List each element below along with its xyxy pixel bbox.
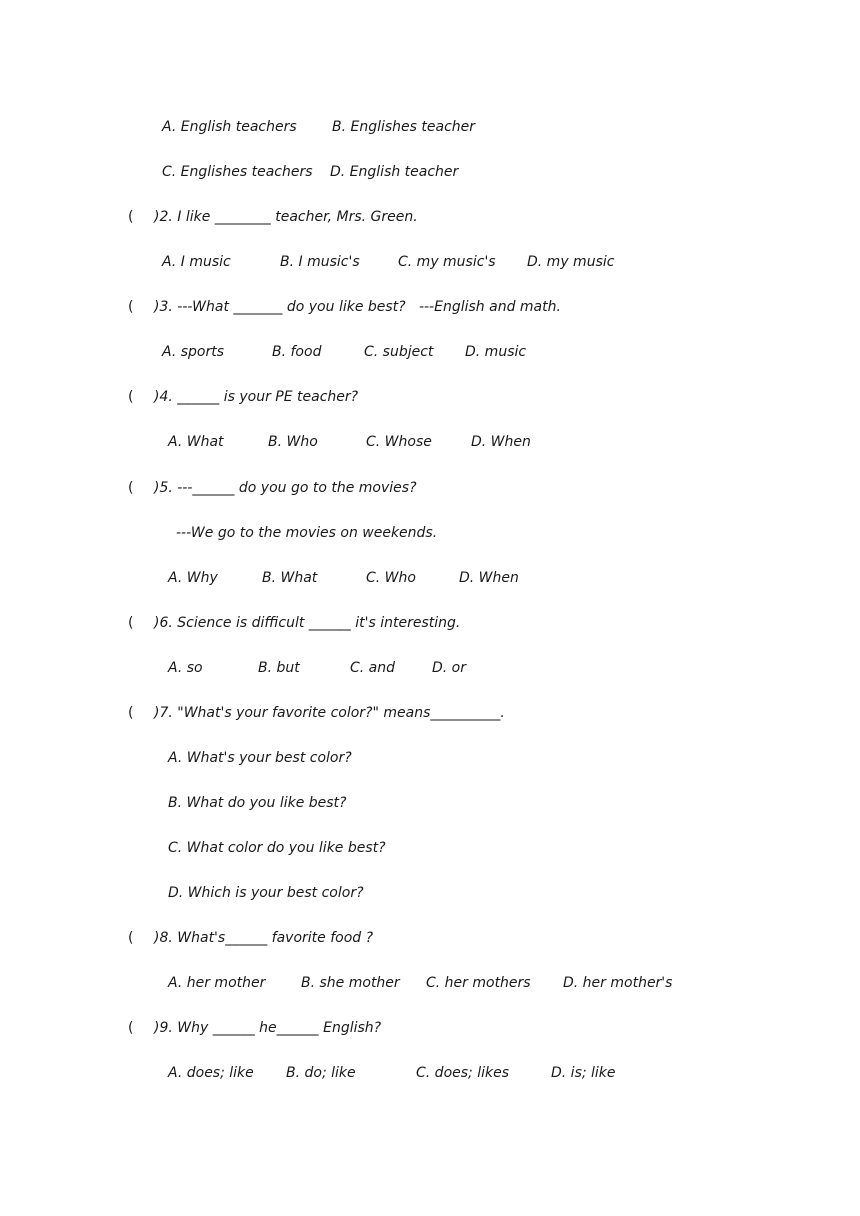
q8-stem: )8. What's______ favorite food ? bbox=[154, 930, 374, 946]
q4-option-c: C. Whose bbox=[366, 434, 432, 450]
q9-option-a: A. does; like bbox=[168, 1065, 254, 1081]
q6-option-b: B. but bbox=[258, 660, 300, 676]
q4-option-a: A. What bbox=[168, 434, 224, 450]
q5-option-b: B. What bbox=[262, 570, 318, 586]
q6-option-a: A. so bbox=[168, 660, 203, 676]
q7-option-d: D. Which is your best color? bbox=[168, 885, 364, 901]
q5-option-c: C. Who bbox=[366, 570, 416, 586]
q4-answer-paren: ( bbox=[128, 389, 134, 405]
q8-option-b: B. she mother bbox=[301, 975, 400, 991]
q2-option-a: A. I music bbox=[162, 254, 231, 270]
q8-option-d: D. her mother's bbox=[563, 975, 673, 991]
q7-option-b: B. What do you like best? bbox=[168, 795, 347, 811]
q6-option-d: D. or bbox=[432, 660, 467, 676]
q3-option-a: A. sports bbox=[162, 344, 225, 360]
q5-option-a: A. Why bbox=[168, 570, 218, 586]
q3-option-d: D. music bbox=[465, 344, 527, 360]
q3-answer-paren: ( bbox=[128, 299, 134, 315]
q6-answer-paren: ( bbox=[128, 615, 134, 631]
q3-option-b: B. food bbox=[272, 344, 322, 360]
q7-option-c: C. What color do you like best? bbox=[168, 840, 386, 856]
q9-option-b: B. do; like bbox=[286, 1065, 356, 1081]
q4-option-d: D. When bbox=[471, 434, 531, 450]
q2-answer-paren: ( bbox=[128, 209, 134, 225]
q9-option-d: D. is; like bbox=[551, 1065, 616, 1081]
q1-option-a: A. English teachers bbox=[162, 119, 297, 135]
q7-stem: )7. "What's your favorite color?" means__________. bbox=[154, 705, 505, 721]
q9-answer-paren: ( bbox=[128, 1020, 134, 1036]
q3-option-c: C. subject bbox=[364, 344, 434, 360]
q4-option-b: B. Who bbox=[268, 434, 318, 450]
q9-stem: )9. Why ______ he______ English? bbox=[154, 1020, 382, 1036]
q4-stem: )4. ______ is your PE teacher? bbox=[154, 389, 359, 405]
q1-option-c: C. Englishes teachers bbox=[162, 164, 313, 180]
q8-option-c: C. her mothers bbox=[426, 975, 531, 991]
q6-option-c: C. and bbox=[350, 660, 396, 676]
q6-stem: )6. Science is difficult ______ it's interesting. bbox=[154, 615, 461, 631]
q2-option-d: D. my music bbox=[527, 254, 615, 270]
q8-answer-paren: ( bbox=[128, 930, 134, 946]
q9-option-c: C. does; likes bbox=[416, 1065, 509, 1081]
q7-answer-paren: ( bbox=[128, 705, 134, 721]
q7-option-a: A. What's your best color? bbox=[168, 750, 352, 766]
q3-stem: )3. ---What _______ do you like best? ---English and math. bbox=[154, 299, 561, 315]
q2-stem: )2. I like ________ teacher, Mrs. Green. bbox=[154, 209, 418, 225]
q5-answer-paren: ( bbox=[128, 480, 134, 496]
q5-option-d: D. When bbox=[459, 570, 519, 586]
q8-option-a: A. her mother bbox=[168, 975, 266, 991]
q5-stem: )5. ---______ do you go to the movies? bbox=[154, 480, 417, 496]
q5-reply: ---We go to the movies on weekends. bbox=[176, 525, 438, 541]
q1-option-d: D. English teacher bbox=[330, 164, 459, 180]
q1-option-b: B. Englishes teacher bbox=[332, 119, 476, 135]
q2-option-c: C. my music's bbox=[398, 254, 496, 270]
q2-option-b: B. I music's bbox=[280, 254, 360, 270]
